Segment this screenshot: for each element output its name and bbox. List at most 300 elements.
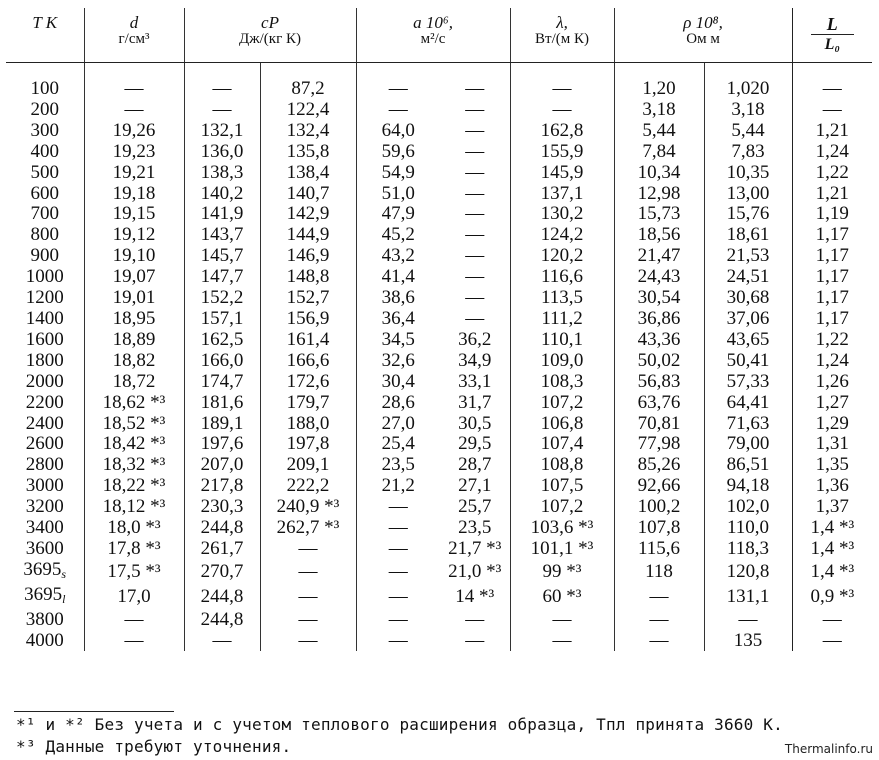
cell-lorenz-ratio: 1,35 [792, 455, 872, 476]
cell-diffusivity-1: 41,4 [356, 267, 440, 288]
cell-heat-capacity-1: 244,8 [184, 585, 260, 610]
cell-diffusivity-1: 36,4 [356, 309, 440, 330]
cell-conductivity: 108,8 [510, 455, 614, 476]
cell-resistivity-1: 21,47 [614, 246, 704, 267]
cell-heat-capacity-1: 174,7 [184, 372, 260, 393]
cell-heat-capacity-1: 230,3 [184, 497, 260, 518]
cell-heat-capacity-2: 146,9 [260, 246, 356, 267]
cell-heat-capacity-1: 132,1 [184, 121, 260, 142]
cell-resistivity-2: 1,020 [704, 63, 792, 100]
cell-diffusivity-2: 30,5 [458, 412, 492, 434]
cell-resistivity-2: 64,41 [704, 393, 792, 414]
cell-density: 17,5 *³ [84, 560, 184, 585]
cell-lorenz-ratio: — [792, 610, 872, 631]
cell-density: 18,0 *³ [84, 518, 184, 539]
cell-conductivity: 137,1 [510, 184, 614, 205]
header-heat-capacity-unit: Дж/(кг К) [239, 31, 301, 47]
header-resistivity [614, 8, 792, 63]
cell-lorenz-ratio: 0,9 *³ [792, 585, 872, 610]
cell-diffusivity-2: — [465, 119, 485, 141]
cell-diffusivity-2: — [465, 629, 485, 651]
cell-resistivity-2: — [704, 610, 792, 631]
cell-resistivity-1: 43,36 [614, 330, 704, 351]
cell-diffusivity-1: — [356, 497, 440, 518]
cell-resistivity-1: 92,66 [614, 476, 704, 497]
cell-heat-capacity-2: 142,9 [260, 204, 356, 225]
cell-diffusivity-1: 54,9 [356, 163, 440, 184]
cell-diffusivity-1: — [356, 631, 440, 652]
cell-heat-capacity-1: 157,1 [184, 309, 260, 330]
cell-resistivity-2: 21,53 [704, 246, 792, 267]
cell-conductivity: 60 *³ [510, 585, 614, 610]
cell-conductivity: 99 *³ [510, 560, 614, 585]
header-density-unit: г/см³ [118, 31, 150, 47]
cell-resistivity-2: 24,51 [704, 267, 792, 288]
table-row [6, 246, 872, 267]
table-row [6, 518, 872, 539]
cell-temperature: $3695_s$ [23, 558, 67, 581]
table-row [6, 497, 872, 518]
cell-diffusivity-1: — [356, 100, 440, 121]
header-resistivity-symbol: ρ 10⁸, [683, 13, 723, 32]
cell-temperature: 3200 [25, 496, 64, 518]
cell-diffusivity-2: — [465, 161, 485, 183]
cell-heat-capacity-1: — [184, 100, 260, 121]
cell-heat-capacity-1: 181,6 [184, 393, 260, 414]
cell-resistivity-1: 30,54 [614, 288, 704, 309]
cell-resistivity-1: 36,86 [614, 309, 704, 330]
cell-lorenz-ratio: 1,37 [792, 497, 872, 518]
cell-temperature: 500 [30, 161, 59, 183]
cell-diffusivity-1: 64,0 [356, 121, 440, 142]
cell-conductivity: — [510, 631, 614, 652]
cell-conductivity: 110,1 [510, 330, 614, 351]
cell-conductivity: 107,4 [510, 434, 614, 455]
cell-heat-capacity-2: 172,6 [260, 372, 356, 393]
cell-resistivity-2: 3,18 [704, 100, 792, 121]
cell-resistivity-1: — [614, 610, 704, 631]
cell-lorenz-ratio: 1,21 [792, 184, 872, 205]
cell-lorenz-ratio: 1,4 *³ [792, 560, 872, 585]
table-row [6, 414, 872, 435]
cell-density: 19,12 [84, 225, 184, 246]
cell-density: — [84, 610, 184, 631]
cell-heat-capacity-1: 270,7 [184, 560, 260, 585]
table-row [6, 330, 872, 351]
cell-diffusivity-1: 38,6 [356, 288, 440, 309]
cell-lorenz-ratio: 1,21 [792, 121, 872, 142]
cell-diffusivity-2: 36,2 [458, 328, 492, 350]
cell-heat-capacity-1: 152,2 [184, 288, 260, 309]
table-row [6, 163, 872, 184]
cell-resistivity-2: 57,33 [704, 372, 792, 393]
cell-conductivity: 120,2 [510, 246, 614, 267]
footnote-1: *¹ и *² Без учета и с учетом теплового расширения образца, Tпл принята 3660 К. [16, 715, 783, 734]
cell-temperature: 2000 [25, 370, 64, 392]
cell-diffusivity-2: 21,7 *³ [448, 537, 502, 559]
header-lorenz-denominator: L₀ [824, 36, 840, 53]
table-row [6, 610, 872, 631]
cell-diffusivity-2: — [465, 78, 485, 99]
cell-heat-capacity-1: 140,2 [184, 184, 260, 205]
cell-resistivity-1: 77,98 [614, 434, 704, 455]
cell-resistivity-1: 15,73 [614, 204, 704, 225]
header-heat-capacity-symbol: cP [261, 13, 279, 32]
cell-density: — [84, 631, 184, 652]
cell-resistivity-2: 43,65 [704, 330, 792, 351]
cell-temperature: 300 [30, 119, 59, 141]
cell-heat-capacity-1: 162,5 [184, 330, 260, 351]
cell-diffusivity-2: 23,5 [458, 517, 492, 539]
table-row [6, 434, 872, 455]
cell-heat-capacity-2: 138,4 [260, 163, 356, 184]
cell-resistivity-2: 50,41 [704, 351, 792, 372]
cell-heat-capacity-2: 179,7 [260, 393, 356, 414]
table-row [6, 184, 872, 205]
cell-conductivity: 108,3 [510, 372, 614, 393]
cell-temperature: 2800 [25, 454, 64, 476]
cell-heat-capacity-1: 147,7 [184, 267, 260, 288]
cell-diffusivity-2: 31,7 [458, 391, 492, 413]
cell-resistivity-2: 13,00 [704, 184, 792, 205]
cell-temperature: 4000 [25, 629, 64, 651]
cell-conductivity: 103,6 *³ [510, 518, 614, 539]
cell-diffusivity-1: — [356, 518, 440, 539]
cell-heat-capacity-2: 144,9 [260, 225, 356, 246]
cell-conductivity: 145,9 [510, 163, 614, 184]
cell-heat-capacity-1: 166,0 [184, 351, 260, 372]
cell-diffusivity-1: 59,6 [356, 142, 440, 163]
cell-heat-capacity-2: 240,9 *³ [260, 497, 356, 518]
cell-resistivity-2: 94,18 [704, 476, 792, 497]
cell-resistivity-2: 37,06 [704, 309, 792, 330]
temperature-phase-subscript: l [62, 591, 66, 606]
cell-heat-capacity-2: 209,1 [260, 455, 356, 476]
header-temperature-label: T K [32, 13, 58, 32]
cell-heat-capacity-1: — [184, 63, 260, 100]
cell-diffusivity-1: 43,2 [356, 246, 440, 267]
thermophysical-properties-table [6, 8, 872, 651]
cell-heat-capacity-2: — [260, 539, 356, 560]
header-diffusivity [356, 8, 510, 63]
cell-heat-capacity-2: 197,8 [260, 434, 356, 455]
cell-resistivity-2: 15,76 [704, 204, 792, 225]
cell-density: 18,32 *³ [84, 455, 184, 476]
header-lorenz-numerator: L [811, 14, 855, 35]
cell-heat-capacity-1: 217,8 [184, 476, 260, 497]
cell-diffusivity-1: 30,4 [356, 372, 440, 393]
cell-resistivity-2: 135 [704, 631, 792, 652]
cell-temperature: 1800 [25, 349, 64, 371]
cell-heat-capacity-1: 244,8 [184, 518, 260, 539]
table-row [6, 267, 872, 288]
cell-resistivity-2: 120,8 [704, 560, 792, 585]
table-row [6, 121, 872, 142]
cell-temperature: 3000 [25, 475, 64, 497]
cell-heat-capacity-2: — [260, 560, 356, 585]
cell-heat-capacity-1: 197,6 [184, 434, 260, 455]
header-conductivity-unit: Вт/(м К) [535, 31, 590, 47]
cell-diffusivity-1: 27,0 [356, 414, 440, 435]
cell-lorenz-ratio: 1,24 [792, 142, 872, 163]
cell-lorenz-ratio: 1,26 [792, 372, 872, 393]
cell-heat-capacity-1: 261,7 [184, 539, 260, 560]
cell-temperature: 600 [30, 182, 59, 204]
cell-density: 19,23 [84, 142, 184, 163]
header-temperature [6, 8, 84, 63]
cell-temperature: 1200 [25, 287, 64, 309]
cell-density: 18,12 *³ [84, 497, 184, 518]
cell-resistivity-1: 115,6 [614, 539, 704, 560]
cell-diffusivity-1: 47,9 [356, 204, 440, 225]
cell-diffusivity-2: 14 *³ [455, 585, 495, 607]
cell-resistivity-1: 63,76 [614, 393, 704, 414]
cell-conductivity: 162,8 [510, 121, 614, 142]
cell-resistivity-1: 85,26 [614, 455, 704, 476]
cell-heat-capacity-1: 141,9 [184, 204, 260, 225]
temperature-phase-subscript: s [61, 566, 67, 581]
cell-resistivity-1: 12,98 [614, 184, 704, 205]
cell-conductivity: 116,6 [510, 267, 614, 288]
cell-conductivity: 106,8 [510, 414, 614, 435]
header-resistivity-unit: Ом м [686, 31, 720, 47]
cell-conductivity: 111,2 [510, 309, 614, 330]
header-lorenz-ratio [792, 8, 872, 63]
cell-diffusivity-1: 21,2 [356, 476, 440, 497]
cell-diffusivity-1: 34,5 [356, 330, 440, 351]
cell-diffusivity-2: — [465, 140, 485, 162]
header-density-symbol: d [129, 13, 139, 32]
table-row [6, 560, 872, 585]
table-row [6, 288, 872, 309]
table-row [6, 476, 872, 497]
cell-resistivity-2: 71,63 [704, 414, 792, 435]
cell-diffusivity-2: — [465, 224, 485, 246]
cell-diffusivity-1: — [356, 560, 440, 585]
table-row [6, 142, 872, 163]
cell-conductivity: — [510, 63, 614, 100]
cell-heat-capacity-2: 188,0 [260, 414, 356, 435]
cell-resistivity-2: 7,83 [704, 142, 792, 163]
cell-temperature: 3800 [25, 608, 64, 630]
header-conductivity [510, 8, 614, 63]
cell-conductivity: 124,2 [510, 225, 614, 246]
cell-heat-capacity-1: 207,0 [184, 455, 260, 476]
header-density [84, 8, 184, 63]
cell-resistivity-1: 50,02 [614, 351, 704, 372]
cell-density: 18,95 [84, 309, 184, 330]
cell-resistivity-1: 107,8 [614, 518, 704, 539]
cell-lorenz-ratio: 1,19 [792, 204, 872, 225]
header-diffusivity-symbol: a 10⁶, [413, 13, 453, 32]
cell-density: 18,89 [84, 330, 184, 351]
cell-resistivity-2: 5,44 [704, 121, 792, 142]
cell-temperature: $3695_l$ [24, 583, 66, 606]
cell-heat-capacity-1: — [184, 631, 260, 652]
cell-resistivity-2: 131,1 [704, 585, 792, 610]
cell-temperature: 1000 [25, 266, 64, 288]
cell-lorenz-ratio: 1,17 [792, 225, 872, 246]
table-body [6, 63, 872, 652]
table-header-row [6, 8, 872, 63]
cell-diffusivity-2: — [465, 307, 485, 329]
cell-heat-capacity-2: 156,9 [260, 309, 356, 330]
cell-conductivity: 101,1 *³ [510, 539, 614, 560]
table-row [6, 455, 872, 476]
cell-heat-capacity-2: 140,7 [260, 184, 356, 205]
cell-heat-capacity-2: 161,4 [260, 330, 356, 351]
cell-resistivity-2: 110,0 [704, 518, 792, 539]
table-row [6, 351, 872, 372]
cell-heat-capacity-2: 148,8 [260, 267, 356, 288]
cell-lorenz-ratio: — [792, 631, 872, 652]
cell-density: 18,22 *³ [84, 476, 184, 497]
cell-lorenz-ratio: 1,17 [792, 267, 872, 288]
cell-density: 18,82 [84, 351, 184, 372]
cell-conductivity: 107,2 [510, 393, 614, 414]
cell-temperature: 2600 [25, 433, 64, 455]
cell-lorenz-ratio: 1,36 [792, 476, 872, 497]
cell-temperature: 3400 [25, 517, 64, 539]
cell-density: 18,72 [84, 372, 184, 393]
cell-density: 18,62 *³ [84, 393, 184, 414]
cell-conductivity: — [510, 610, 614, 631]
cell-density: — [84, 100, 184, 121]
header-heat-capacity [184, 8, 356, 63]
cell-heat-capacity-2: 135,8 [260, 142, 356, 163]
cell-heat-capacity-1: 136,0 [184, 142, 260, 163]
cell-diffusivity-1: 23,5 [356, 455, 440, 476]
cell-lorenz-ratio: — [792, 63, 872, 100]
cell-diffusivity-2: 27,1 [458, 475, 492, 497]
table-row [6, 309, 872, 330]
cell-resistivity-1: 56,83 [614, 372, 704, 393]
cell-diffusivity-1: 45,2 [356, 225, 440, 246]
cell-conductivity: 113,5 [510, 288, 614, 309]
cell-diffusivity-1: — [356, 539, 440, 560]
table-row [6, 204, 872, 225]
cell-density: 19,18 [84, 184, 184, 205]
cell-density: 17,0 [84, 585, 184, 610]
cell-temperature: 100 [30, 78, 59, 99]
cell-diffusivity-2: — [465, 182, 485, 204]
cell-lorenz-ratio: 1,4 *³ [792, 518, 872, 539]
cell-density: 19,26 [84, 121, 184, 142]
footnote-divider [14, 711, 174, 712]
cell-temperature: 2200 [25, 391, 64, 413]
table-row [6, 372, 872, 393]
cell-lorenz-ratio: 1,29 [792, 414, 872, 435]
cell-resistivity-2: 86,51 [704, 455, 792, 476]
cell-heat-capacity-2: — [260, 610, 356, 631]
cell-resistivity-1: 10,34 [614, 163, 704, 184]
cell-diffusivity-1: 51,0 [356, 184, 440, 205]
cell-diffusivity-1: 32,6 [356, 351, 440, 372]
cell-resistivity-1: 100,2 [614, 497, 704, 518]
header-diffusivity-unit: м²/с [420, 31, 446, 47]
cell-density: 19,10 [84, 246, 184, 267]
cell-resistivity-2: 102,0 [704, 497, 792, 518]
cell-resistivity-1: 70,81 [614, 414, 704, 435]
cell-diffusivity-2: 21,0 *³ [448, 560, 502, 582]
cell-heat-capacity-1: 138,3 [184, 163, 260, 184]
cell-density: — [84, 63, 184, 100]
cell-lorenz-ratio: 1,31 [792, 434, 872, 455]
cell-diffusivity-2: 34,9 [458, 349, 492, 371]
table-row [6, 100, 872, 121]
cell-heat-capacity-2: — [260, 585, 356, 610]
cell-diffusivity-2: 25,7 [458, 496, 492, 518]
cell-lorenz-ratio: — [792, 100, 872, 121]
cell-diffusivity-2: 29,5 [458, 433, 492, 455]
cell-resistivity-1: 1,20 [614, 63, 704, 100]
cell-diffusivity-1: — [356, 610, 440, 631]
cell-resistivity-2: 79,00 [704, 434, 792, 455]
cell-diffusivity-2: 33,1 [458, 370, 492, 392]
cell-lorenz-ratio: 1,22 [792, 163, 872, 184]
table-row [6, 225, 872, 246]
table-row [6, 539, 872, 560]
cell-temperature: 3600 [25, 537, 64, 559]
cell-lorenz-ratio: 1,17 [792, 246, 872, 267]
cell-diffusivity-1: 28,6 [356, 393, 440, 414]
cell-resistivity-1: 24,43 [614, 267, 704, 288]
cell-heat-capacity-1: 143,7 [184, 225, 260, 246]
cell-conductivity: 155,9 [510, 142, 614, 163]
cell-resistivity-1: 18,56 [614, 225, 704, 246]
table-row [6, 585, 872, 610]
cell-conductivity: 130,2 [510, 204, 614, 225]
cell-resistivity-1: — [614, 585, 704, 610]
cell-lorenz-ratio: 1,24 [792, 351, 872, 372]
cell-temperature: 700 [30, 203, 59, 225]
cell-temperature: 1600 [25, 328, 64, 350]
cell-heat-capacity-2: 262,7 *³ [260, 518, 356, 539]
cell-lorenz-ratio: 1,27 [792, 393, 872, 414]
cell-density: 18,52 *³ [84, 414, 184, 435]
cell-heat-capacity-2: 132,4 [260, 121, 356, 142]
cell-resistivity-1: — [614, 631, 704, 652]
cell-resistivity-2: 30,68 [704, 288, 792, 309]
cell-conductivity: 107,5 [510, 476, 614, 497]
cell-diffusivity-2: — [465, 287, 485, 309]
cell-heat-capacity-2: 122,4 [260, 100, 356, 121]
cell-resistivity-1: 5,44 [614, 121, 704, 142]
cell-lorenz-ratio: 1,17 [792, 309, 872, 330]
header-conductivity-symbol: λ, [556, 13, 568, 32]
cell-heat-capacity-1: 244,8 [184, 610, 260, 631]
cell-temperature: 1400 [25, 307, 64, 329]
cell-diffusivity-2: — [465, 203, 485, 225]
cell-density: 17,8 *³ [84, 539, 184, 560]
cell-density: 18,42 *³ [84, 434, 184, 455]
table-row [6, 63, 872, 100]
cell-conductivity: 107,2 [510, 497, 614, 518]
cell-heat-capacity-2: 222,2 [260, 476, 356, 497]
cell-heat-capacity-2: 87,2 [260, 63, 356, 100]
cell-density: 19,01 [84, 288, 184, 309]
cell-temperature: 400 [30, 140, 59, 162]
cell-heat-capacity-2: — [260, 631, 356, 652]
cell-lorenz-ratio: 1,4 *³ [792, 539, 872, 560]
cell-heat-capacity-2: 152,7 [260, 288, 356, 309]
table-row [6, 393, 872, 414]
cell-resistivity-2: 18,61 [704, 225, 792, 246]
cell-density: 19,21 [84, 163, 184, 184]
cell-diffusivity-1: — [356, 585, 440, 610]
cell-diffusivity-2: — [465, 266, 485, 288]
table-row [6, 631, 872, 652]
